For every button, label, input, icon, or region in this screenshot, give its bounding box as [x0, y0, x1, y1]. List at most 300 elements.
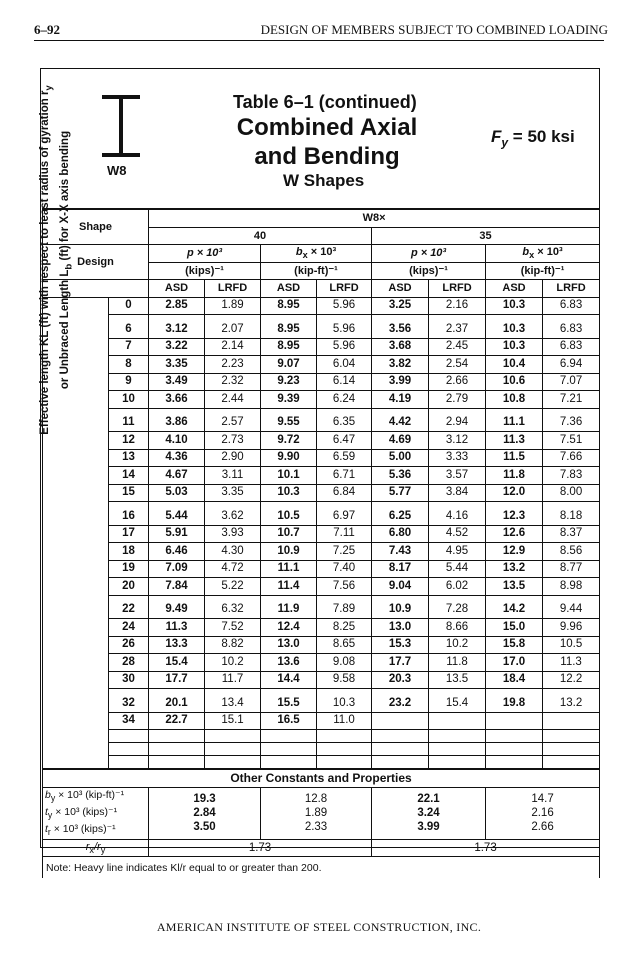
table-row: [43, 408, 600, 432]
empty-cell: [429, 730, 486, 743]
b-sub: x: [529, 250, 535, 261]
empty-cell: [372, 730, 429, 743]
value-cell: 15.8: [486, 636, 543, 654]
value-cell: 10.8: [486, 391, 543, 409]
value-cell: 13.2: [486, 560, 543, 578]
empty-cell: [372, 743, 429, 756]
value-cell: 17.0: [486, 654, 543, 672]
value-cell: 8.66: [429, 619, 486, 637]
table-row: [43, 297, 600, 315]
kl-cell: 17: [109, 525, 149, 543]
table-row: [43, 467, 600, 485]
value-cell: 5.36: [372, 467, 429, 485]
empty-cell: [543, 756, 600, 770]
value-cell: [429, 712, 486, 730]
value-cell: 4.95: [429, 543, 486, 561]
data-table: [42, 208, 600, 878]
design-header: Design: [43, 245, 149, 280]
value-cell: 2.44: [205, 391, 261, 409]
value-cell: 8.95: [261, 297, 317, 315]
value-cell: 2.45: [429, 338, 486, 356]
value-cell: [543, 712, 600, 730]
value-cell: 13.0: [372, 619, 429, 637]
value: 2.16: [531, 807, 554, 820]
value-cell: 4.72: [205, 560, 261, 578]
unit-kipft: (kip-ft)⁻¹: [486, 262, 600, 280]
kl-cell: 26: [109, 636, 149, 654]
value: 1.89: [304, 807, 328, 820]
value-cell: 20.1: [149, 689, 205, 713]
table-title-line2: and Bending: [254, 143, 400, 170]
value-cell: 6.24: [317, 391, 372, 409]
b-group-35: [486, 245, 600, 263]
table-row: [43, 595, 600, 619]
value-cell: 15.1: [205, 712, 261, 730]
value-cell: 6.83: [543, 297, 600, 315]
asd-header: ASD: [149, 280, 205, 298]
kl-cell: 0: [109, 297, 149, 315]
value-cell: 4.30: [205, 543, 261, 561]
side-label2-sub: b: [63, 263, 75, 270]
section-header: W8×: [149, 209, 600, 227]
yield-strength: [491, 127, 575, 149]
side-label-line2: [57, 50, 77, 470]
value-cell: 17.7: [149, 671, 205, 689]
lrfd-header: LRFD: [429, 280, 486, 298]
value-cell: 8.18: [543, 502, 600, 526]
label-tr: [45, 822, 148, 839]
value-cell: 2.14: [205, 338, 261, 356]
value-cell: 5.96: [317, 338, 372, 356]
value-cell: 11.3: [149, 619, 205, 637]
value-cell: 18.4: [486, 671, 543, 689]
value-cell: 8.00: [543, 484, 600, 502]
value-cell: 6.02: [429, 578, 486, 596]
value-cell: 11.0: [317, 712, 372, 730]
empty-cell: [205, 756, 261, 770]
empty-cell: [109, 756, 149, 770]
value-cell: 12.4: [261, 619, 317, 637]
value: 2.84: [193, 807, 216, 820]
value-cell: 8.56: [543, 543, 600, 561]
w40-constants-a: [149, 787, 261, 839]
ty-sub: y: [47, 809, 53, 820]
value-cell: 8.65: [317, 636, 372, 654]
value: 22.1: [417, 793, 440, 806]
value-cell: 8.98: [543, 578, 600, 596]
empty-cell: [317, 730, 372, 743]
value-cell: 6.46: [149, 543, 205, 561]
value-cell: 6.71: [317, 467, 372, 485]
value-cell: 16.5: [261, 712, 317, 730]
kl-cell: 34: [109, 712, 149, 730]
publisher-footer: AMERICAN INSTITUTE OF STEEL CONSTRUCTION, INC.: [156, 920, 482, 934]
asd-header: ASD: [372, 280, 429, 298]
value-cell: 8.25: [317, 619, 372, 637]
page-number: 6–92: [34, 22, 60, 37]
empty-cell: [543, 730, 600, 743]
value-cell: 2.57: [205, 408, 261, 432]
rxry-row: [43, 839, 600, 857]
value-cell: 6.59: [317, 449, 372, 467]
value-cell: 8.17: [372, 560, 429, 578]
value-cell: 5.91: [149, 525, 205, 543]
label-ty: [45, 805, 148, 822]
other-values-row: [43, 787, 600, 839]
value: 12.8: [304, 793, 328, 806]
value-cell: 3.22: [149, 338, 205, 356]
table-row: [43, 356, 600, 374]
table-row: [43, 525, 600, 543]
kl-cell: 30: [109, 671, 149, 689]
b-sub: x: [302, 250, 308, 261]
value-cell: 13.5: [486, 578, 543, 596]
value-cell: 6.04: [317, 356, 372, 374]
value-cell: 5.22: [205, 578, 261, 596]
rxry-x: x: [89, 845, 94, 856]
value-cell: 8.95: [261, 338, 317, 356]
kl-cell: 22: [109, 595, 149, 619]
fy-subscript: y: [501, 135, 509, 150]
by-rest: × 10³ (kip-ft)⁻¹: [55, 788, 125, 801]
value-cell: 10.9: [372, 595, 429, 619]
value: 3.24: [417, 807, 440, 820]
empty-cell: [317, 756, 372, 770]
side-label-text: Effective length KL (ft) with respect to least radius of gyration r: [39, 90, 51, 435]
value-cell: 11.8: [486, 467, 543, 485]
value-cell: 19.8: [486, 689, 543, 713]
value-cell: 4.10: [149, 432, 205, 450]
value-cell: 9.08: [317, 654, 372, 672]
value-cell: 4.16: [429, 502, 486, 526]
value-cell: 6.83: [543, 315, 600, 339]
value-cell: 5.96: [317, 297, 372, 315]
value-cell: 3.35: [149, 356, 205, 374]
value-cell: 5.77: [372, 484, 429, 502]
table-row: [43, 449, 600, 467]
header-row-methods: [43, 280, 600, 298]
value-cell: 5.03: [149, 484, 205, 502]
table-row: [43, 391, 600, 409]
value-cell: 2.32: [205, 373, 261, 391]
value-cell: 2.07: [205, 315, 261, 339]
value-cell: 2.79: [429, 391, 486, 409]
value-cell: 11.8: [429, 654, 486, 672]
value-cell: 3.35: [205, 484, 261, 502]
value-cell: 5.00: [372, 449, 429, 467]
value-cell: 15.5: [261, 689, 317, 713]
w40-constants-b: [261, 787, 372, 839]
lrfd-header: LRFD: [205, 280, 261, 298]
asd-header: ASD: [261, 280, 317, 298]
value: 3.50: [193, 821, 216, 834]
shape-header: Shape: [43, 209, 149, 245]
value-cell: 10.3: [317, 689, 372, 713]
effective-length-label: [37, 50, 77, 470]
shape-caption: W8: [107, 163, 127, 178]
value-cell: 6.80: [372, 525, 429, 543]
value-cell: 11.9: [261, 595, 317, 619]
kl-cell: 10: [109, 391, 149, 409]
value-cell: 7.09: [149, 560, 205, 578]
value-cell: 6.84: [317, 484, 372, 502]
value-cell: 9.90: [261, 449, 317, 467]
value-cell: 10.3: [261, 484, 317, 502]
empty-cell: [486, 730, 543, 743]
kl-cell: 7: [109, 338, 149, 356]
other-constants-title: Other Constants and Properties: [43, 769, 600, 787]
rxry-w40: 1.73: [149, 839, 372, 857]
empty-cell: [261, 756, 317, 770]
value-cell: 2.94: [429, 408, 486, 432]
table-row: [43, 712, 600, 730]
value-cell: 9.55: [261, 408, 317, 432]
empty-cell: [486, 756, 543, 770]
side-label2-rest: (ft) for X-X axis bending: [59, 130, 72, 264]
value-cell: 4.69: [372, 432, 429, 450]
other-labels: [43, 787, 149, 839]
value-cell: 11.4: [261, 578, 317, 596]
value-cell: [486, 712, 543, 730]
value-cell: 3.86: [149, 408, 205, 432]
value-cell: 9.58: [317, 671, 372, 689]
weight-35-header: 35: [372, 227, 600, 245]
table-row: [43, 636, 600, 654]
value-cell: 10.2: [205, 654, 261, 672]
value-cell: 4.67: [149, 467, 205, 485]
value-cell: 2.90: [205, 449, 261, 467]
b-group-40: [261, 245, 372, 263]
value-cell: 6.25: [372, 502, 429, 526]
value-cell: 3.25: [372, 297, 429, 315]
value-cell: 6.94: [543, 356, 600, 374]
value-cell: 10.3: [486, 315, 543, 339]
value-cell: 10.6: [486, 373, 543, 391]
value: 2.66: [531, 821, 554, 834]
value-cell: 3.66: [149, 391, 205, 409]
empty-cell: [429, 756, 486, 770]
w35-constants-a: [372, 787, 486, 839]
b-label: b: [295, 246, 303, 259]
b-label: b: [522, 246, 530, 259]
value-cell: 7.36: [543, 408, 600, 432]
kl-cell: 20: [109, 578, 149, 596]
tr-sym: t: [45, 822, 48, 835]
empty-cell: [372, 756, 429, 770]
value-cell: 3.84: [429, 484, 486, 502]
note-row: [43, 857, 600, 878]
value-cell: 9.72: [261, 432, 317, 450]
kl-cell: 18: [109, 543, 149, 561]
value-cell: 10.9: [261, 543, 317, 561]
value-cell: 12.9: [486, 543, 543, 561]
table-row: [43, 543, 600, 561]
empty-cell: [205, 730, 261, 743]
value-cell: 6.97: [317, 502, 372, 526]
empty-cell: [109, 730, 149, 743]
value-cell: 2.66: [429, 373, 486, 391]
rxry-w35: 1.73: [372, 839, 600, 857]
b-rest: × 10³: [307, 246, 337, 259]
fy-symbol: F: [491, 127, 502, 146]
tr-rest: × 10³ (kips)⁻¹: [50, 822, 116, 835]
value-cell: 10.5: [543, 636, 600, 654]
kl-cell: 13: [109, 449, 149, 467]
p-group-40: [149, 245, 261, 263]
side-label-line1: [37, 50, 57, 470]
kl-cell: 6: [109, 315, 149, 339]
value-cell: 12.6: [486, 525, 543, 543]
value-cell: 15.4: [429, 689, 486, 713]
value-cell: 3.57: [429, 467, 486, 485]
value-cell: 6.32: [205, 595, 261, 619]
value-cell: 14.2: [486, 595, 543, 619]
p-group-35: [372, 245, 486, 263]
header-row-groups: [43, 245, 600, 263]
value-cell: 12.0: [486, 484, 543, 502]
kl-cell: 24: [109, 619, 149, 637]
value-cell: 7.83: [543, 467, 600, 485]
table-number: Table 6–1 (continued): [233, 92, 417, 112]
table-row: [43, 689, 600, 713]
side-label2-text: or Unbraced Length L: [59, 269, 72, 390]
value-cell: 2.73: [205, 432, 261, 450]
kl-cell: 16: [109, 502, 149, 526]
ty-rest: × 10³ (kips)⁻¹: [52, 805, 118, 818]
value-cell: 9.49: [149, 595, 205, 619]
kl-cell: 12: [109, 432, 149, 450]
value-cell: 3.12: [149, 315, 205, 339]
value-cell: 9.96: [543, 619, 600, 637]
value-cell: 6.14: [317, 373, 372, 391]
kl-cell: 8: [109, 356, 149, 374]
empty-cell: [261, 743, 317, 756]
rxry-y: y: [100, 845, 106, 856]
value-cell: 2.85: [149, 297, 205, 315]
table-row: [43, 619, 600, 637]
value: 2.33: [304, 821, 328, 834]
value: 19.3: [193, 793, 216, 806]
value-cell: 2.37: [429, 315, 486, 339]
empty-cell: [486, 743, 543, 756]
kl-cell: 19: [109, 560, 149, 578]
value-cell: 9.39: [261, 391, 317, 409]
table-row: [43, 432, 600, 450]
value-cell: 9.07: [261, 356, 317, 374]
value-cell: 7.84: [149, 578, 205, 596]
value-cell: 11.3: [486, 432, 543, 450]
value-cell: 15.0: [486, 619, 543, 637]
empty-cell: [317, 743, 372, 756]
value-cell: 6.47: [317, 432, 372, 450]
value-cell: 20.3: [372, 671, 429, 689]
header-rule: [34, 40, 604, 41]
value-cell: 1.89: [205, 297, 261, 315]
w35-constants-b: [486, 787, 600, 839]
value-cell: 11.5: [486, 449, 543, 467]
empty-cell: [429, 743, 486, 756]
value-cell: 7.66: [543, 449, 600, 467]
table-row: [43, 315, 600, 339]
value-cell: 11.1: [261, 560, 317, 578]
value-cell: 9.23: [261, 373, 317, 391]
value-cell: 7.21: [543, 391, 600, 409]
value-cell: 8.77: [543, 560, 600, 578]
rxry-r: r: [85, 840, 90, 853]
value-cell: 4.52: [429, 525, 486, 543]
value-cell: 7.40: [317, 560, 372, 578]
value: 3.99: [417, 821, 440, 834]
table-row: [43, 338, 600, 356]
empty-cell: [205, 743, 261, 756]
table-row: [43, 671, 600, 689]
kl-cell: 14: [109, 467, 149, 485]
kl-cell: 11: [109, 408, 149, 432]
value-cell: 11.7: [205, 671, 261, 689]
value-cell: 10.2: [429, 636, 486, 654]
value-cell: 11.1: [486, 408, 543, 432]
value-cell: 8.95: [261, 315, 317, 339]
table-row: [43, 373, 600, 391]
value-cell: 5.44: [149, 502, 205, 526]
rxry-slash: /r: [93, 840, 101, 853]
table-subtitle: W Shapes: [283, 171, 365, 190]
unit-kips: (kips)⁻¹: [372, 262, 486, 280]
value-cell: 11.3: [543, 654, 600, 672]
ty-sym: t: [45, 805, 48, 818]
data-body: [43, 297, 600, 769]
empty-cell: [261, 730, 317, 743]
empty-cell: [149, 730, 205, 743]
value-cell: 9.04: [372, 578, 429, 596]
value-cell: 13.6: [261, 654, 317, 672]
header-row-section: [43, 209, 600, 227]
value-cell: 10.3: [486, 338, 543, 356]
value-cell: 3.68: [372, 338, 429, 356]
label-by: [45, 788, 148, 805]
value-cell: 3.33: [429, 449, 486, 467]
rxry-label: [43, 839, 149, 857]
table-row-empty: [43, 730, 600, 743]
value-cell: 3.93: [205, 525, 261, 543]
value-cell: 8.37: [543, 525, 600, 543]
value-cell: 13.3: [149, 636, 205, 654]
value-cell: 7.07: [543, 373, 600, 391]
value-cell: 3.12: [429, 432, 486, 450]
value-cell: 10.4: [486, 356, 543, 374]
empty-cell: [109, 743, 149, 756]
value-cell: 14.4: [261, 671, 317, 689]
lrfd-header: LRFD: [317, 280, 372, 298]
table-row-empty: [43, 756, 600, 770]
value-cell: 7.43: [372, 543, 429, 561]
value-cell: 22.7: [149, 712, 205, 730]
empty-cell: [543, 743, 600, 756]
value-cell: 8.82: [205, 636, 261, 654]
kl-cell: 28: [109, 654, 149, 672]
empty-cell: [149, 756, 205, 770]
kl-cell: 32: [109, 689, 149, 713]
value-cell: [372, 712, 429, 730]
value-cell: 12.3: [486, 502, 543, 526]
value-cell: 4.19: [372, 391, 429, 409]
value-cell: 17.7: [372, 654, 429, 672]
value-cell: 2.16: [429, 297, 486, 315]
value-cell: 4.36: [149, 449, 205, 467]
value: 14.7: [531, 793, 554, 806]
p-label: p × 10³: [186, 247, 223, 260]
value-cell: 7.11: [317, 525, 372, 543]
